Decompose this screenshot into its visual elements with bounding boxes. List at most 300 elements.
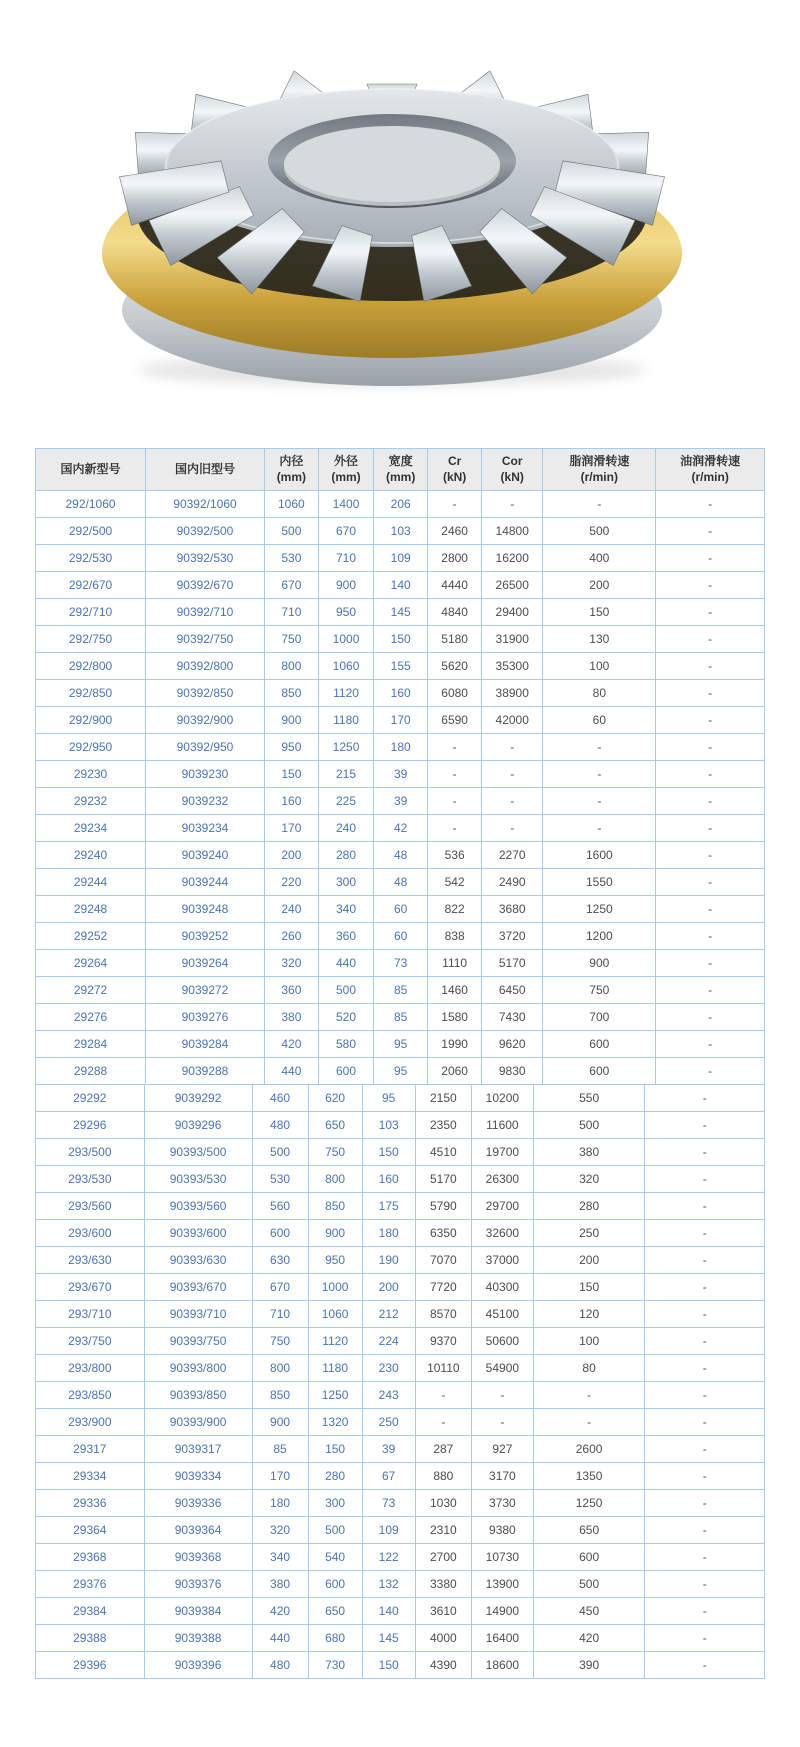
value-cell: 100	[543, 653, 656, 680]
value-cell: 380	[533, 1139, 645, 1166]
new-model-cell: 292/850	[36, 680, 146, 707]
value-cell: -	[533, 1382, 645, 1409]
value-cell: -	[645, 1490, 765, 1517]
value-cell: 85	[374, 1004, 428, 1031]
table-row	[36, 572, 765, 599]
spec-table-section-1	[35, 448, 765, 1085]
new-model-cell: 29317	[36, 1436, 145, 1463]
new-model-cell: 29288	[36, 1058, 146, 1085]
new-model-cell: 29334	[36, 1463, 145, 1490]
value-cell: 800	[264, 653, 318, 680]
value-cell: 600	[308, 1571, 362, 1598]
old-model-cell: 90392/750	[146, 626, 265, 653]
value-cell: -	[656, 788, 765, 815]
value-cell: -	[645, 1328, 765, 1355]
value-cell: -	[645, 1409, 765, 1436]
value-cell: -	[645, 1166, 765, 1193]
value-cell: 60	[374, 896, 428, 923]
old-model-cell: 9039292	[144, 1085, 252, 1112]
value-cell: 9830	[482, 1058, 543, 1085]
value-cell: 600	[543, 1031, 656, 1058]
table-row	[36, 1220, 765, 1247]
old-model-cell: 9039272	[146, 977, 265, 1004]
value-cell: 900	[264, 707, 318, 734]
table-row	[36, 1139, 765, 1166]
value-cell: 14800	[482, 518, 543, 545]
old-model-cell: 90393/500	[144, 1139, 252, 1166]
value-cell: 175	[362, 1193, 415, 1220]
value-cell: -	[533, 1409, 645, 1436]
value-cell: 500	[533, 1571, 645, 1598]
value-cell: -	[656, 707, 765, 734]
value-cell: 109	[374, 545, 428, 572]
value-cell: 5790	[415, 1193, 471, 1220]
value-cell: 520	[318, 1004, 373, 1031]
value-cell: 620	[308, 1085, 362, 1112]
table-row	[36, 1463, 765, 1490]
column-header-4: 宽度 (mm)	[374, 449, 428, 491]
table-row	[36, 1571, 765, 1598]
value-cell: -	[645, 1571, 765, 1598]
old-model-cell: 90392/1060	[146, 491, 265, 518]
value-cell: -	[645, 1085, 765, 1112]
value-cell: 212	[362, 1301, 415, 1328]
new-model-cell: 29232	[36, 788, 146, 815]
old-model-cell: 90392/950	[146, 734, 265, 761]
value-cell: 145	[362, 1625, 415, 1652]
value-cell: 39	[374, 761, 428, 788]
value-cell: 3720	[482, 923, 543, 950]
value-cell: 155	[374, 653, 428, 680]
new-model-cell: 293/750	[36, 1328, 145, 1355]
value-cell: 206	[374, 491, 428, 518]
value-cell: 850	[264, 680, 318, 707]
new-model-cell: 29376	[36, 1571, 145, 1598]
table-row	[36, 815, 765, 842]
value-cell: 420	[252, 1598, 308, 1625]
value-cell: 26300	[471, 1166, 533, 1193]
value-cell: 500	[252, 1139, 308, 1166]
value-cell: 950	[264, 734, 318, 761]
value-cell: 31900	[482, 626, 543, 653]
value-cell: 2800	[428, 545, 482, 572]
value-cell: 7720	[415, 1274, 471, 1301]
value-cell: -	[543, 815, 656, 842]
value-cell: -	[645, 1598, 765, 1625]
old-model-cell: 90393/630	[144, 1247, 252, 1274]
new-model-cell: 29234	[36, 815, 146, 842]
value-cell: 850	[252, 1382, 308, 1409]
new-model-cell: 293/670	[36, 1274, 145, 1301]
value-cell: 160	[374, 680, 428, 707]
value-cell: 40300	[471, 1274, 533, 1301]
value-cell: 710	[264, 599, 318, 626]
new-model-cell: 29240	[36, 842, 146, 869]
value-cell: 130	[543, 626, 656, 653]
value-cell: 170	[264, 815, 318, 842]
value-cell: 1030	[415, 1490, 471, 1517]
table-row	[36, 1625, 765, 1652]
new-model-cell: 29248	[36, 896, 146, 923]
value-cell: 150	[362, 1652, 415, 1679]
table-row	[36, 788, 765, 815]
new-model-cell: 29368	[36, 1544, 145, 1571]
value-cell: 730	[308, 1652, 362, 1679]
value-cell: 300	[308, 1490, 362, 1517]
value-cell: 140	[374, 572, 428, 599]
table-row	[36, 491, 765, 518]
table-row	[36, 923, 765, 950]
value-cell: 250	[362, 1409, 415, 1436]
value-cell: 45100	[471, 1301, 533, 1328]
value-cell: 1580	[428, 1004, 482, 1031]
value-cell: -	[482, 761, 543, 788]
value-cell: 5170	[482, 950, 543, 977]
value-cell: -	[645, 1436, 765, 1463]
table-row	[36, 1490, 765, 1517]
column-header-6: Cor (kN)	[482, 449, 543, 491]
value-cell: 103	[362, 1112, 415, 1139]
value-cell: 560	[252, 1193, 308, 1220]
value-cell: 6450	[482, 977, 543, 1004]
value-cell: 287	[415, 1436, 471, 1463]
new-model-cell: 293/500	[36, 1139, 145, 1166]
value-cell: 950	[308, 1247, 362, 1274]
value-cell: 630	[252, 1247, 308, 1274]
value-cell: -	[656, 680, 765, 707]
value-cell: 2350	[415, 1112, 471, 1139]
value-cell: 1000	[318, 626, 373, 653]
value-cell: -	[428, 788, 482, 815]
value-cell: -	[656, 734, 765, 761]
value-cell: -	[645, 1382, 765, 1409]
value-cell: 150	[533, 1274, 645, 1301]
value-cell: 320	[533, 1166, 645, 1193]
old-model-cell: 90393/800	[144, 1355, 252, 1382]
value-cell: 29400	[482, 599, 543, 626]
value-cell: 1200	[543, 923, 656, 950]
value-cell: 480	[252, 1652, 308, 1679]
table-row	[36, 1031, 765, 1058]
value-cell: 48	[374, 869, 428, 896]
old-model-cell: 9039248	[146, 896, 265, 923]
old-model-cell: 9039317	[144, 1436, 252, 1463]
new-model-cell: 292/1060	[36, 491, 146, 518]
table-row	[36, 1652, 765, 1679]
value-cell: 132	[362, 1571, 415, 1598]
value-cell: 390	[533, 1652, 645, 1679]
old-model-cell: 90393/560	[144, 1193, 252, 1220]
value-cell: 380	[264, 1004, 318, 1031]
value-cell: 95	[374, 1031, 428, 1058]
value-cell: 850	[308, 1193, 362, 1220]
old-model-cell: 9039234	[146, 815, 265, 842]
value-cell: 4510	[415, 1139, 471, 1166]
value-cell: 95	[374, 1058, 428, 1085]
value-cell: -	[543, 788, 656, 815]
value-cell: 2150	[415, 1085, 471, 1112]
value-cell: 5170	[415, 1166, 471, 1193]
value-cell: 400	[543, 545, 656, 572]
value-cell: 3680	[482, 896, 543, 923]
old-model-cell: 90393/750	[144, 1328, 252, 1355]
old-model-cell: 9039244	[146, 869, 265, 896]
value-cell: -	[482, 491, 543, 518]
value-cell: 224	[362, 1328, 415, 1355]
value-cell: 7430	[482, 1004, 543, 1031]
value-cell: -	[645, 1463, 765, 1490]
value-cell: 440	[264, 1058, 318, 1085]
value-cell: 240	[318, 815, 373, 842]
value-cell: 14900	[471, 1598, 533, 1625]
value-cell: 5620	[428, 653, 482, 680]
old-model-cell: 90393/670	[144, 1274, 252, 1301]
value-cell: 420	[264, 1031, 318, 1058]
value-cell: 680	[308, 1625, 362, 1652]
value-cell: 250	[533, 1220, 645, 1247]
value-cell: 542	[428, 869, 482, 896]
value-cell: 13900	[471, 1571, 533, 1598]
old-model-cell: 90392/670	[146, 572, 265, 599]
new-model-cell: 29276	[36, 1004, 146, 1031]
value-cell: 42	[374, 815, 428, 842]
value-cell: 73	[374, 950, 428, 977]
value-cell: 225	[318, 788, 373, 815]
value-cell: 5180	[428, 626, 482, 653]
value-cell: 2490	[482, 869, 543, 896]
table-row	[36, 680, 765, 707]
value-cell: 900	[252, 1409, 308, 1436]
new-model-cell: 292/900	[36, 707, 146, 734]
value-cell: 9620	[482, 1031, 543, 1058]
value-cell: -	[656, 545, 765, 572]
value-cell: 360	[264, 977, 318, 1004]
value-cell: 120	[533, 1301, 645, 1328]
value-cell: -	[428, 491, 482, 518]
value-cell: 215	[318, 761, 373, 788]
value-cell: 2460	[428, 518, 482, 545]
table-row	[36, 977, 765, 1004]
column-header-7: 脂润滑转速 (r/min)	[543, 449, 656, 491]
value-cell: 16400	[471, 1625, 533, 1652]
value-cell: -	[645, 1193, 765, 1220]
value-cell: 10730	[471, 1544, 533, 1571]
old-model-cell: 90392/800	[146, 653, 265, 680]
value-cell: 140	[362, 1598, 415, 1625]
value-cell: -	[656, 572, 765, 599]
value-cell: -	[656, 1004, 765, 1031]
value-cell: 180	[362, 1220, 415, 1247]
value-cell: 160	[264, 788, 318, 815]
column-header-3: 外径 (mm)	[318, 449, 373, 491]
value-cell: 18600	[471, 1652, 533, 1679]
bearing-spec-tables	[35, 448, 765, 1679]
new-model-cell: 293/560	[36, 1193, 145, 1220]
value-cell: 4000	[415, 1625, 471, 1652]
value-cell: 2270	[482, 842, 543, 869]
value-cell: 460	[252, 1085, 308, 1112]
table-row	[36, 1355, 765, 1382]
value-cell: 50600	[471, 1328, 533, 1355]
value-cell: 700	[543, 1004, 656, 1031]
value-cell: 150	[374, 626, 428, 653]
value-cell: -	[645, 1544, 765, 1571]
table-row	[36, 1544, 765, 1571]
value-cell: 750	[264, 626, 318, 653]
value-cell: 220	[264, 869, 318, 896]
old-model-cell: 9039334	[144, 1463, 252, 1490]
value-cell: 750	[543, 977, 656, 1004]
value-cell: 4840	[428, 599, 482, 626]
value-cell: 200	[543, 572, 656, 599]
value-cell: -	[656, 491, 765, 518]
value-cell: -	[656, 761, 765, 788]
old-model-cell: 90392/530	[146, 545, 265, 572]
value-cell: 900	[318, 572, 373, 599]
column-header-8: 油润滑转速 (r/min)	[656, 449, 765, 491]
value-cell: 500	[318, 977, 373, 1004]
value-cell: -	[656, 815, 765, 842]
value-cell: 85	[374, 977, 428, 1004]
value-cell: -	[645, 1247, 765, 1274]
value-cell: 4390	[415, 1652, 471, 1679]
value-cell: 67	[362, 1463, 415, 1490]
value-cell: 3610	[415, 1598, 471, 1625]
new-model-cell: 293/530	[36, 1166, 145, 1193]
old-model-cell: 90393/530	[144, 1166, 252, 1193]
value-cell: 32600	[471, 1220, 533, 1247]
old-model-cell: 90392/850	[146, 680, 265, 707]
value-cell: 1060	[318, 653, 373, 680]
value-cell: 2310	[415, 1517, 471, 1544]
value-cell: -	[656, 599, 765, 626]
value-cell: 180	[252, 1490, 308, 1517]
new-model-cell: 292/950	[36, 734, 146, 761]
value-cell: 280	[533, 1193, 645, 1220]
value-cell: 38900	[482, 680, 543, 707]
new-model-cell: 293/630	[36, 1247, 145, 1274]
value-cell: -	[656, 923, 765, 950]
table-row	[36, 1274, 765, 1301]
value-cell: 670	[318, 518, 373, 545]
column-header-2: 内径 (mm)	[264, 449, 318, 491]
value-cell: 170	[374, 707, 428, 734]
value-cell: 26500	[482, 572, 543, 599]
value-cell: 1250	[543, 896, 656, 923]
value-cell: 243	[362, 1382, 415, 1409]
value-cell: -	[543, 761, 656, 788]
value-cell: 1460	[428, 977, 482, 1004]
table-row	[36, 1598, 765, 1625]
value-cell: 280	[308, 1463, 362, 1490]
value-cell: 440	[318, 950, 373, 977]
table-row	[36, 950, 765, 977]
value-cell: 6080	[428, 680, 482, 707]
spec-table-header	[36, 449, 765, 491]
value-cell: 530	[252, 1166, 308, 1193]
value-cell: 10200	[471, 1085, 533, 1112]
old-model-cell: 9039336	[144, 1490, 252, 1517]
table-row	[36, 1382, 765, 1409]
value-cell: 480	[252, 1112, 308, 1139]
new-model-cell: 29364	[36, 1517, 145, 1544]
value-cell: 1400	[318, 491, 373, 518]
value-cell: 150	[543, 599, 656, 626]
table-row	[36, 1193, 765, 1220]
new-model-cell: 29396	[36, 1652, 145, 1679]
value-cell: 880	[415, 1463, 471, 1490]
value-cell: -	[645, 1625, 765, 1652]
new-model-cell: 292/500	[36, 518, 146, 545]
old-model-cell: 9039284	[146, 1031, 265, 1058]
value-cell: 2060	[428, 1058, 482, 1085]
value-cell: 1120	[318, 680, 373, 707]
value-cell: 1250	[308, 1382, 362, 1409]
value-cell: 54900	[471, 1355, 533, 1382]
table-row	[36, 1004, 765, 1031]
value-cell: 39	[374, 788, 428, 815]
value-cell: 300	[318, 869, 373, 896]
old-model-cell: 9039264	[146, 950, 265, 977]
value-cell: 450	[533, 1598, 645, 1625]
value-cell: 822	[428, 896, 482, 923]
table-row	[36, 1058, 765, 1085]
value-cell: 180	[374, 734, 428, 761]
value-cell: 1060	[308, 1301, 362, 1328]
value-cell: -	[656, 896, 765, 923]
table-row	[36, 1436, 765, 1463]
value-cell: 150	[308, 1436, 362, 1463]
value-cell: 950	[318, 599, 373, 626]
value-cell: 9380	[471, 1517, 533, 1544]
new-model-cell: 29292	[36, 1085, 145, 1112]
value-cell: -	[645, 1517, 765, 1544]
value-cell: 1180	[318, 707, 373, 734]
value-cell: 750	[308, 1139, 362, 1166]
value-cell: -	[482, 788, 543, 815]
table-row	[36, 761, 765, 788]
new-model-cell: 293/850	[36, 1382, 145, 1409]
value-cell: 3170	[471, 1463, 533, 1490]
value-cell: 1000	[308, 1274, 362, 1301]
table-row	[36, 1409, 765, 1436]
value-cell: 710	[318, 545, 373, 572]
value-cell: 1990	[428, 1031, 482, 1058]
new-model-cell: 29264	[36, 950, 146, 977]
value-cell: 900	[543, 950, 656, 977]
value-cell: 340	[318, 896, 373, 923]
table-row	[36, 1112, 765, 1139]
table-row	[36, 599, 765, 626]
table-row	[36, 896, 765, 923]
old-model-cell: 9039288	[146, 1058, 265, 1085]
old-model-cell: 9039388	[144, 1625, 252, 1652]
value-cell: 320	[252, 1517, 308, 1544]
value-cell: 1120	[308, 1328, 362, 1355]
value-cell: 103	[374, 518, 428, 545]
value-cell: 60	[374, 923, 428, 950]
value-cell: 240	[264, 896, 318, 923]
value-cell: -	[415, 1409, 471, 1436]
value-cell: 1600	[543, 842, 656, 869]
value-cell: 280	[318, 842, 373, 869]
value-cell: 927	[471, 1436, 533, 1463]
new-model-cell: 29296	[36, 1112, 145, 1139]
value-cell: -	[645, 1274, 765, 1301]
new-model-cell: 29384	[36, 1598, 145, 1625]
value-cell: -	[656, 842, 765, 869]
value-cell: 10110	[415, 1355, 471, 1382]
